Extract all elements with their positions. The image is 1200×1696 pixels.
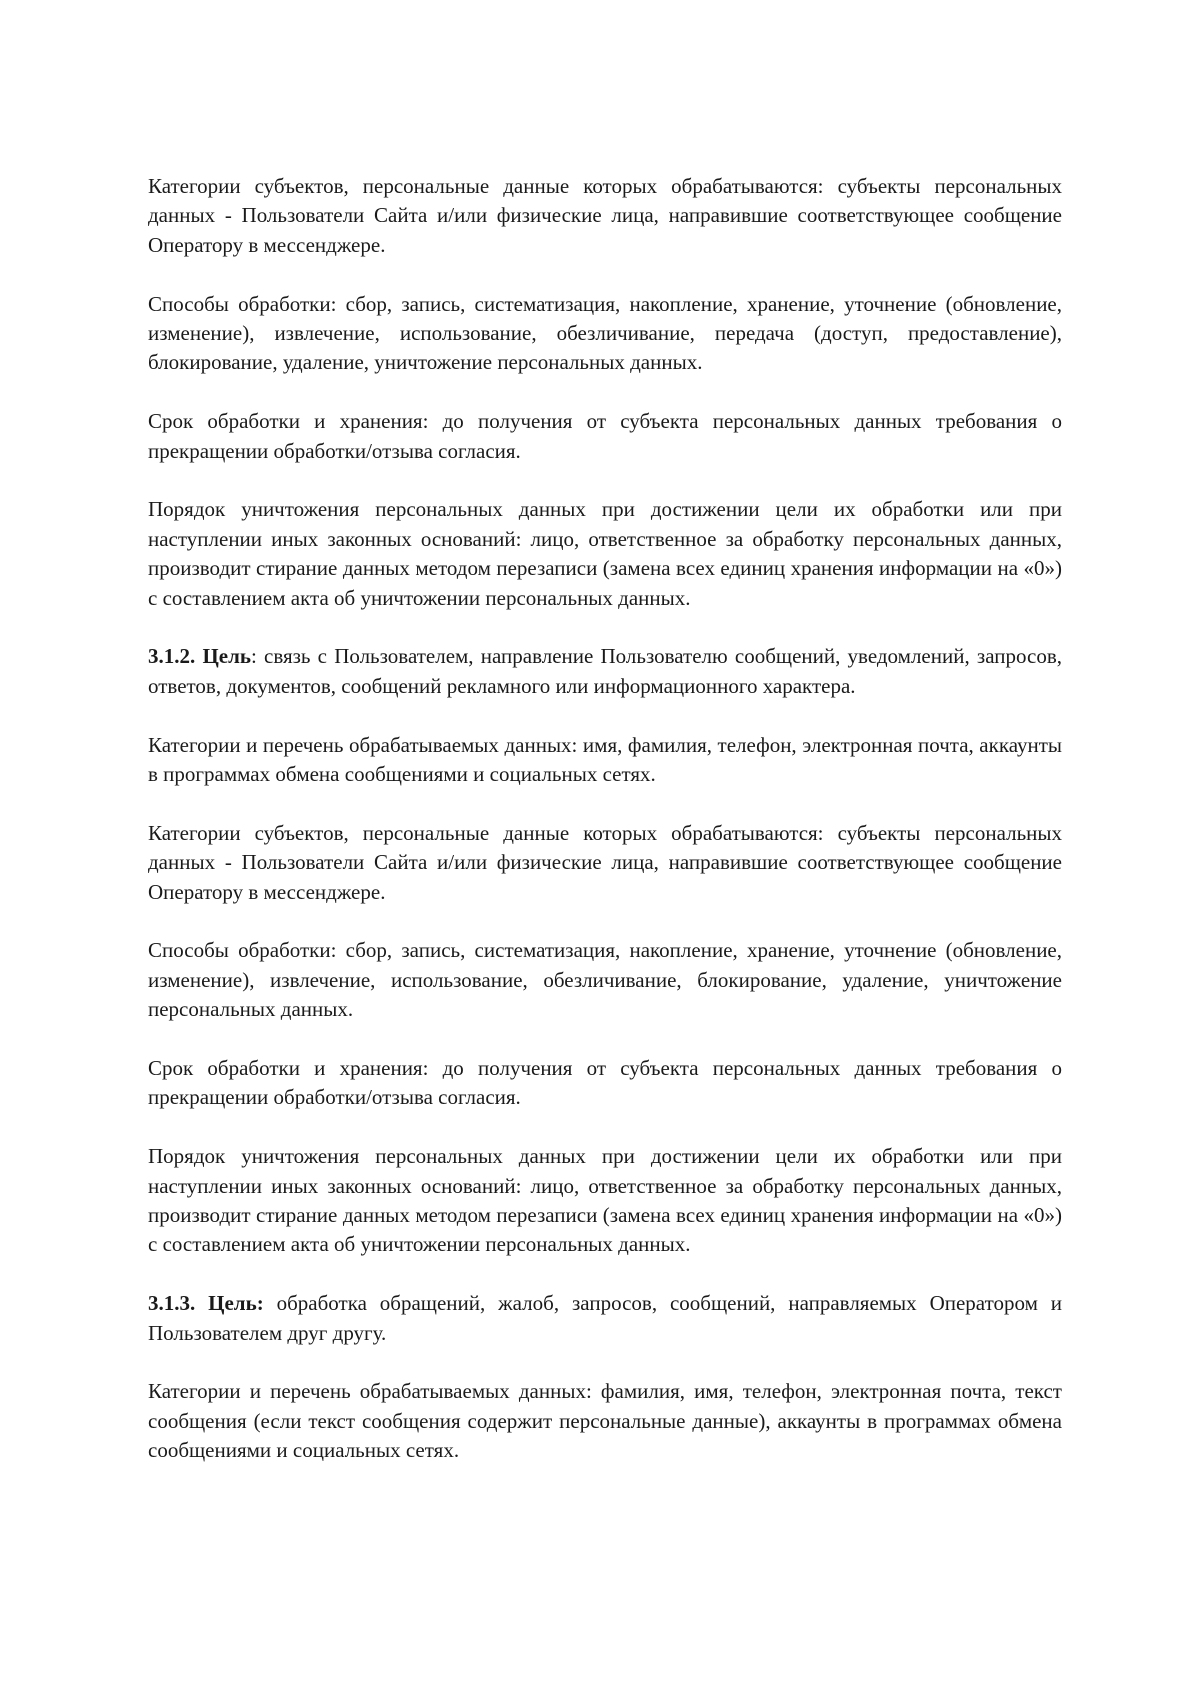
paragraph-text: : связь с Пользователем, направление Пользователю сообщений, уведомлений, запросов, ответов, документов, сообщений рекламного или информационного характера. [148,644,1062,698]
paragraph-data-categories [148,1377,1062,1465]
paragraph-text: Способы обработки: сбор, запись, систематизация, накопление, хранение, уточнение (обновление, изменение), извлечение, использование, обезличивание, передача (доступ, предоставление), блокирование, удаление, уничтожение персональных данных. [148,291,1062,375]
paragraph-text: Порядок уничтожения персональных данных при достижении цели их обработки или при наступлении иных законных оснований: лицо, ответственное за обработку персональных данных, производит стирание данных методом перезаписи (замена всех единиц хранения информации на «0») с составлением акта об уничтожении персональных данных. [148,497,1062,610]
paragraph-retention-period [148,1054,1062,1113]
paragraph-text: Категории субъектов, персональные данные которых обрабатываются: субъекты персональных данных - Пользователи Сайта и/или физические лица, направившие соответствующее сообщение Оператору в мессенджере. [148,820,1062,904]
paragraph-destruction-procedure [148,1142,1062,1260]
paragraph-text: Категории субъектов, персональные данные которых обрабатываются: субъекты персональных данных - Пользователи Сайта и/или физические лица, направившие соответствующее сообщение Оператору в мессенджере. [148,174,1062,257]
goal-label: Цель [202,644,251,669]
paragraph-text: Срок обработки и хранения: до получения от субъекта персональных данных требования о прекращении обработки/отзыва согласия. [148,409,1062,463]
paragraph-retention-period [148,407,1062,466]
paragraph-subject-categories [148,172,1062,260]
document-page [148,172,1062,1495]
goal-label: Цель: [208,1291,264,1316]
paragraph-destruction-procedure [148,495,1062,613]
section-3-1-2-goal [148,642,1062,701]
paragraph-text: Категории и перечень обрабатываемых данных: фамилия, имя, телефон, электронная почта, текст сообщения (если текст сообщения содержит персональные данные), аккаунты в программах обмена сообщениями и социальных сетях. [148,1379,1062,1463]
paragraph-processing-methods [148,936,1062,1024]
paragraph-processing-methods [148,290,1062,378]
paragraph-text: Категории и перечень обрабатываемых данных: имя, фамилия, телефон, электронная почта, аккаунты в программах обмена сообщениями и социальных сетях. [148,732,1062,787]
paragraph-subject-categories [148,819,1062,907]
paragraph-text: Срок обработки и хранения: до получения от субъекта персональных данных требования о прекращении обработки/отзыва согласия. [148,1056,1062,1110]
paragraph-text: обработка обращений, жалоб, запросов, сообщений, направляемых Оператором и Пользователем друг другу. [148,1291,1062,1345]
section-number: 3.1.3. [148,1291,196,1316]
paragraph-data-categories [148,731,1062,790]
paragraph-text: Порядок уничтожения персональных данных при достижении цели их обработки или при наступлении иных законных оснований: лицо, ответственное за обработку персональных данных, производит стирание данных методом перезаписи (замена всех единиц хранения информации на «0») с составлением акта об уничтожении персональных данных. [148,1144,1062,1257]
section-3-1-3-goal [148,1289,1062,1348]
section-number: 3.1.2. [148,644,196,669]
paragraph-text: Способы обработки: сбор, запись, систематизация, накопление, хранение, уточнение (обновление, изменение), извлечение, использование, обезличивание, блокирование, удаление, уничтожение персональных данных. [148,938,1062,1022]
